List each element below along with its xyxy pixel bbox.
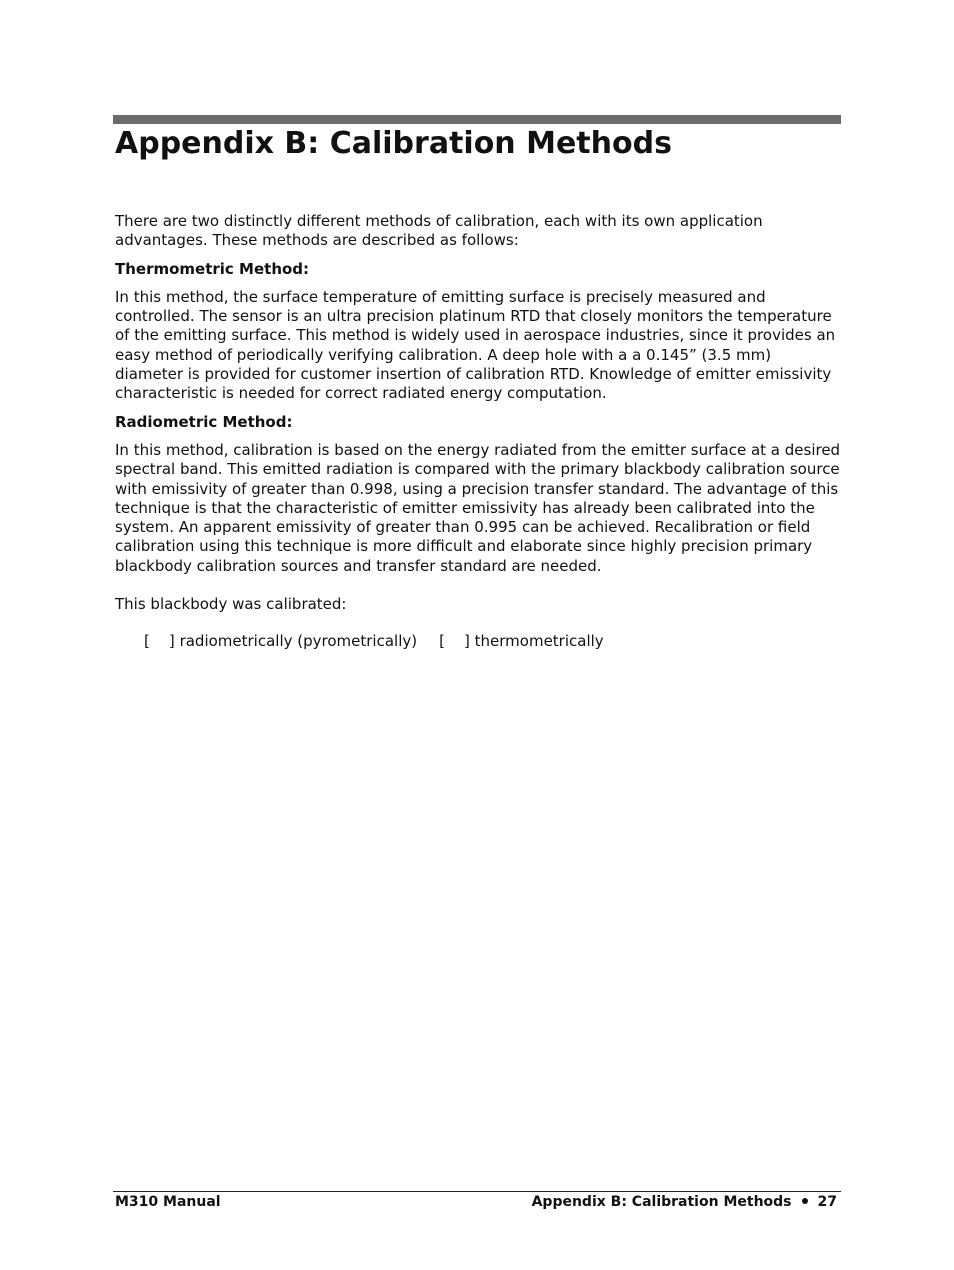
page-title: Appendix B: Calibration Methods: [115, 126, 672, 161]
footer-manual-name: M310 Manual: [115, 1194, 221, 1210]
page-number: 27: [817, 1194, 837, 1210]
footer-section-title: Appendix B: Calibration Methods: [531, 1194, 792, 1210]
footer-rule: [113, 1191, 841, 1192]
radiometric-heading: Radiometric Method:: [115, 412, 293, 431]
intro-paragraph: There are two distinctly different methods of calibration, each with its own application advantages. These methods are described as follows:: [115, 212, 763, 250]
calibration-options: [115, 632, 843, 651]
bullet-icon: [802, 1198, 808, 1204]
thermometric-option-label: thermometrically: [474, 632, 604, 651]
body-content: [115, 212, 843, 652]
radiometric-paragraph: In this method, calibration is based on the energy radiated from the emitter surface at a desired spectral band. This emitted radiation is compared with the primary blackbody calibration source with emissivity of greater than 0.998, using a precision transfer standard. The advantage of this technique is that the characteristic of emitter emissivity has already been calibrated into the system. An apparent emissivity of greater than 0.995 can be achieved. Recalibration or field calibration using this technique is more difficult and elaborate since highly precision primary blackbody calibration sources and transfer standard are needed.: [115, 440, 841, 575]
thermometric-checkbox[interactable]: [ ]: [439, 632, 470, 651]
footer-section: [532, 1194, 837, 1210]
thermometric-paragraph: In this method, the surface temperature of emitting surface is precisely measured and controlled. The sensor is an ultra precision platinum RTD that closely monitors the temperature of the emitting surface. This method is widely used in aerospace industries, since it provides an easy method of periodically verifying calibration. A deep hole with a a 0.145” (3.5 mm) diameter is provided for customer insertion of calibration RTD. Knowledge of emitter emissivity characteristic is needed for correct radiated energy computation.: [115, 287, 836, 403]
thermometric-heading: Thermometric Method:: [115, 259, 310, 278]
title-rule: [113, 115, 841, 124]
calibrated-label: This blackbody was calibrated:: [115, 595, 347, 614]
radiometric-option-label: radiometrically (pyrometrically): [179, 632, 418, 651]
radiometric-checkbox[interactable]: [ ]: [144, 632, 175, 651]
